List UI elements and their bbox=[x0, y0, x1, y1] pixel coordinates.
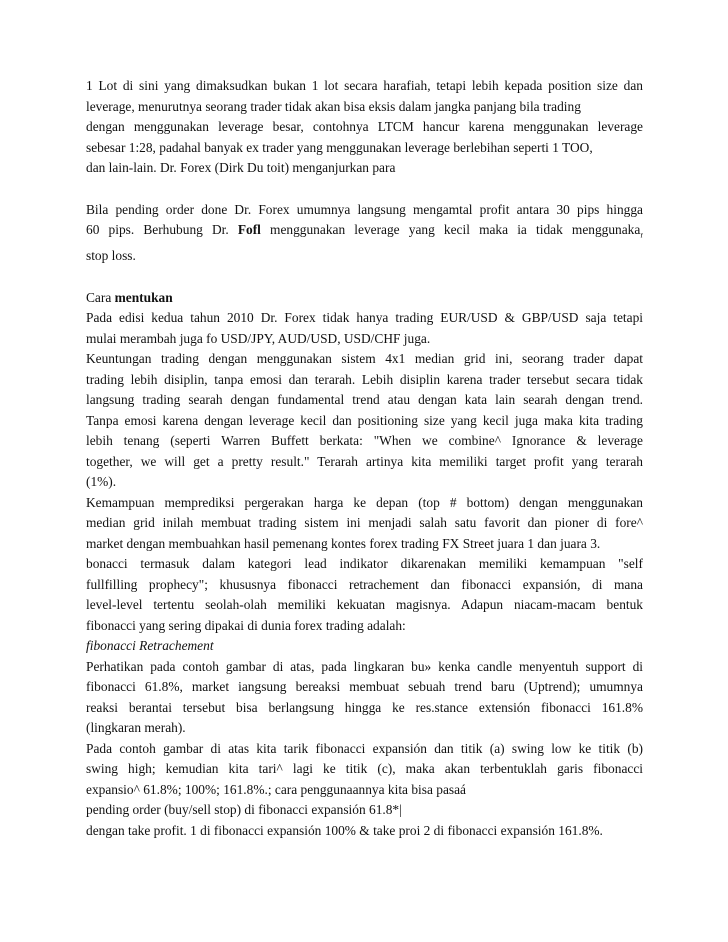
s-line-7: lebih tenang (seperti Warren Buffett berkata: "When we combine^ Ignorance & leverage bbox=[86, 433, 643, 449]
s-line-2: mulai merambah juga fo USD/JPY, AUD/USD, USD/CHF juga. bbox=[86, 330, 431, 346]
paragraph-gap bbox=[86, 179, 643, 200]
s2-line-5: Pada contoh gambar di atas kita tarik fibonacci expansión dan titik (a) swing low ke titik (b) bbox=[86, 740, 643, 756]
s-line-11: median grid inilah membuat trading sistem ini menjadi salah satu favorit dan pioner di fore^ bbox=[86, 515, 643, 531]
p1-line-1: 1 Lot di sini yang dimaksudkan bukan 1 lot secara harafiah, tetapi lebih kepada position size dan bbox=[86, 78, 643, 93]
p2-line-3: stop loss. bbox=[86, 248, 136, 264]
s-line-10: Kemampuan memprediksi pergerakan harga ke depan (top # bottom) dengan menggunakan bbox=[86, 494, 643, 510]
p2-line-2-subscript: r bbox=[640, 230, 643, 240]
s-line-8: together, we will get a pretty result." Terarah artinya kita memiliki target profit yang terarah bbox=[86, 453, 643, 469]
s-line-13: bonacci termasuk dalam kategori lead indikator dikarenakan memiliki kemampuan "self bbox=[86, 556, 643, 572]
section-heading-bold: mentukan bbox=[114, 289, 173, 305]
s2-line-6: swing high; kemudian kita tari^ lagi ke titik (c), maka akan terbentuklah garis fibonacci bbox=[86, 761, 643, 777]
s2-line-8: pending order (buy/sell stop) di fibonacci expansión 61.8*| bbox=[86, 802, 402, 818]
section-heading bbox=[86, 288, 643, 309]
s-line-5: langsung trading searah dengan fundamental trend atau dengan kata lain searah dengan trend. bbox=[86, 392, 643, 408]
document-body bbox=[86, 76, 643, 841]
fibonacci-retrachement-label: fibonacci Retrachement bbox=[86, 638, 214, 654]
s-line-12: market dengan membuahkan hasil pemenang kontes forex trading FX Street juara 1 dan juara 3. bbox=[86, 535, 601, 551]
s-line-16: fibonacci yang sering dipakai di dunia forex trading adalah: bbox=[86, 617, 406, 633]
p2-line-2 bbox=[86, 220, 643, 246]
p2-line-2-text-a: 60 pips. Berhubung Dr. bbox=[86, 222, 238, 237]
s-line-6: Tanpa emosi karena dengan leverage kecil dan positioning size yang kecil juga maka kita trading bbox=[86, 412, 643, 428]
s2-line-7: expansio^ 61.8%; 100%; 161.8%.; cara penggunaannya kita bisa pasaá bbox=[86, 781, 466, 797]
p2-line-2-text-b: menggunakan leverage yang kecil maka ia tidak menggunaka bbox=[260, 222, 641, 237]
s2-line-9: dengan take profit. 1 di fibonacci expansión 100% & take proi 2 di fibonacci expansión 161.8%. bbox=[86, 822, 603, 838]
s-line-9: (1%). bbox=[86, 474, 117, 490]
s-italic-heading bbox=[86, 636, 643, 657]
p1-line-3: dengan menggunakan leverage besar, contohnya LTCM hancur karena menggunakan leverage bbox=[86, 119, 643, 134]
s-line-15: level-level tertentu seolah-olah memiliki kekuatan magisnya. Adapun niacam-macam bentuk bbox=[86, 597, 643, 613]
s-line-3: Keuntungan trading dengan menggunakan sistem 4x1 median grid ini, seorang trader dapat bbox=[86, 351, 643, 367]
s2-line-4: (lingkaran merah). bbox=[86, 720, 186, 736]
s2-line-2: fibonacci 61.8%, market iangsung bereaksi membuat sebuah trend baru (Uptrend); umumnya bbox=[86, 679, 643, 695]
paragraph-gap bbox=[86, 267, 643, 288]
p1-line-2: leverage, menurutnya seorang trader tidak akan bisa eksis dalam jangka panjang bila trading bbox=[86, 98, 581, 114]
p1-line-5: dan lain-lain. Dr. Forex (Dirk Du toit) menganjurkan para bbox=[86, 160, 396, 175]
s-line-1: Pada edisi kedua tahun 2010 Dr. Forex tidak hanya trading EUR/USD & GBP/USD saja tetapi bbox=[86, 310, 643, 326]
s-line-4: trading lebih disiplin, tanpa emosi dan terarah. Lebih disiplin karena trader tersebut secara tidak bbox=[86, 371, 643, 387]
s-line-14: fullfilling prophecy"; khususnya fibonacci retrachement dan fibonacci expansión, di mana bbox=[86, 576, 643, 592]
s2-line-1: Perhatikan pada contoh gambar di atas, pada lingkaran bu» kenka candle menyentuh support di bbox=[86, 658, 643, 674]
p1-line-4: sebesar 1:28, padahal banyak ex trader yang menggunakan leverage berlebihan seperti 1 TOO, bbox=[86, 139, 593, 155]
p2-line-1: Bila pending order done Dr. Forex umumnya langsung mengamtal profit antara 30 pips hingga bbox=[86, 201, 643, 217]
s2-line-3: reaksi berantai tersebut bisa berlangsung hingga ke res.stance extensión fibonacci 161.8% bbox=[86, 699, 643, 715]
p2-line-2-bold: Fofl bbox=[237, 222, 261, 237]
section-heading-text: Cara bbox=[86, 289, 115, 305]
